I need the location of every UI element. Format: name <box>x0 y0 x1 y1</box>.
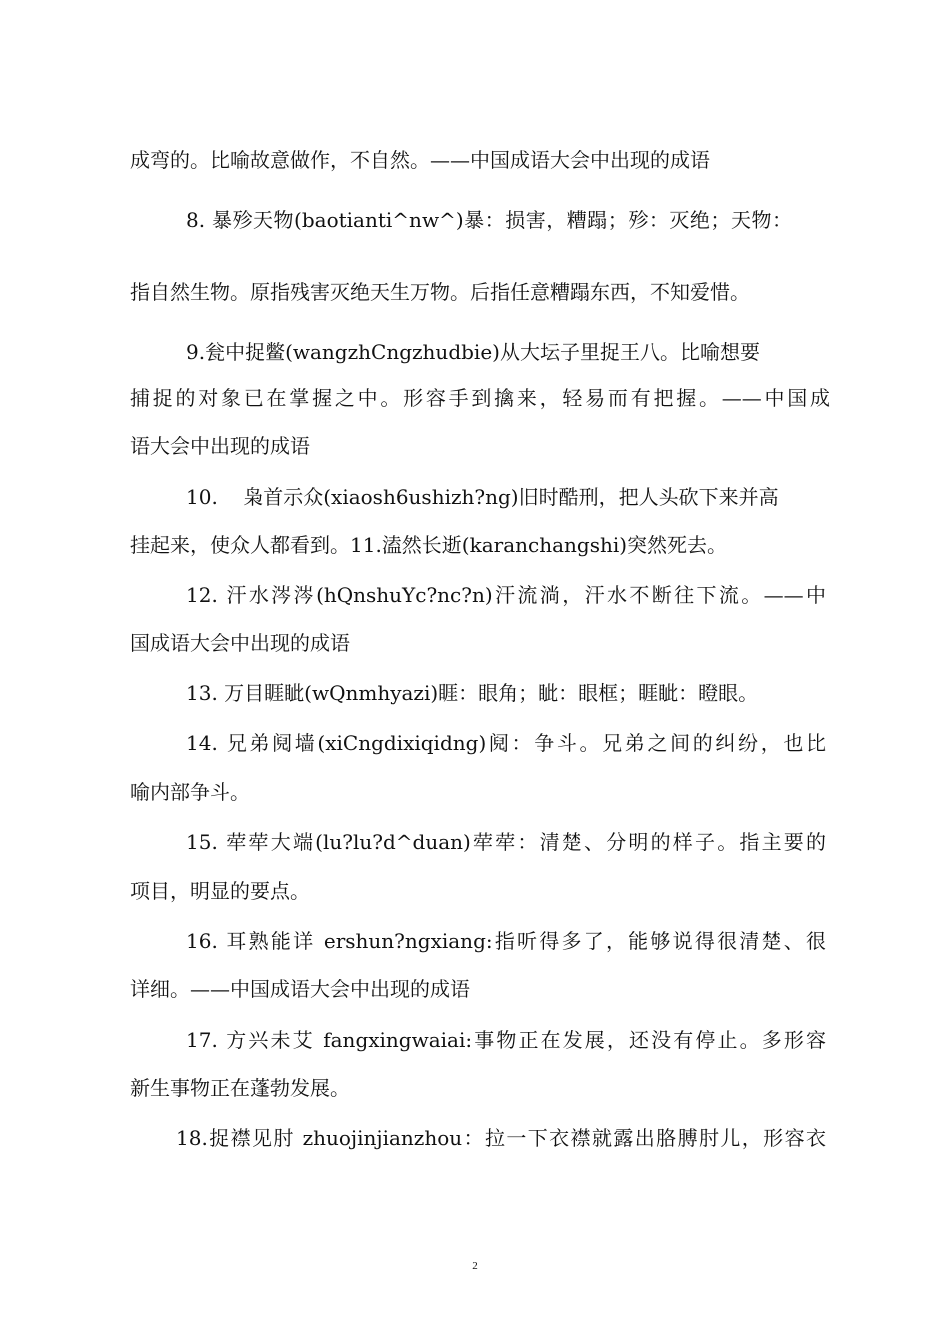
text-line: 9.瓮中捉鳖(wangzhCngzhudbie)从大坛子里捉王八。比喻想要 <box>186 340 760 364</box>
text-line: 8. 暴殄天物(baotianti^nw^)暴：损害，糟蹋；殄：灭绝；天物： <box>186 208 792 232</box>
text-line: 成弯的。比喻故意做作，不自然。——中国成语大会中出现的成语 <box>130 148 710 172</box>
text-line: 挂起来，使众人都看到。11.溘然长逝(karanchangshi)突然死去。 <box>130 533 728 557</box>
text-line: 项目，明显的要点。 <box>130 879 310 903</box>
text-line: 12. 汗水涔涔(hQnshuYc?nc?n)汗流淌，汗水不断往下流。——中 <box>186 583 826 607</box>
text-line: 17. 方兴未艾 fangxingwaiai:事物正在发展，还没有停止。多形容 <box>186 1028 826 1052</box>
text-line: 语大会中出现的成语 <box>130 434 310 458</box>
text-line: 指自然生物。原指残害灭绝天生万物。后指任意糟蹋东西，不知爱惜。 <box>130 280 750 304</box>
text-line: 18.捉襟见肘 zhuojinjianzhou：拉一下衣襟就露出胳膊肘儿，形容衣 <box>176 1126 826 1150</box>
text-line: 喻内部争斗。 <box>130 780 250 804</box>
text-line: 16. 耳熟能详 ershun?ngxiang:指听得多了，能够说得很清楚、很 <box>186 929 826 953</box>
text-line: 新生事物正在蓬勃发展。 <box>130 1076 350 1100</box>
text-line: 国成语大会中出现的成语 <box>130 631 350 655</box>
text-line: 15. 荦荦大端(lu?lu?d^duan)荦荦：清楚、分明的样子。指主要的 <box>186 830 826 854</box>
text-line: 13. 万目睚眦(wQnmhyazi)睚：眼角；眦：眼框；睚眦：瞪眼。 <box>186 681 759 705</box>
text-line: 10. 枭首示众(xiaosh6ushizh?ng)旧时酷刑，把人头砍下来并高 <box>186 485 779 509</box>
text-line: 详细。——中国成语大会中出现的成语 <box>130 977 470 1001</box>
text-line: 14. 兄弟阋墙(xiCngdixiqidng)阋：争斗。兄弟之间的纠纷，也比 <box>186 731 826 755</box>
page-number: 2 <box>472 1260 478 1272</box>
text-line: 捕捉的对象已在掌握之中。形容手到擒来，轻易而有把握。——中国成 <box>130 386 830 410</box>
